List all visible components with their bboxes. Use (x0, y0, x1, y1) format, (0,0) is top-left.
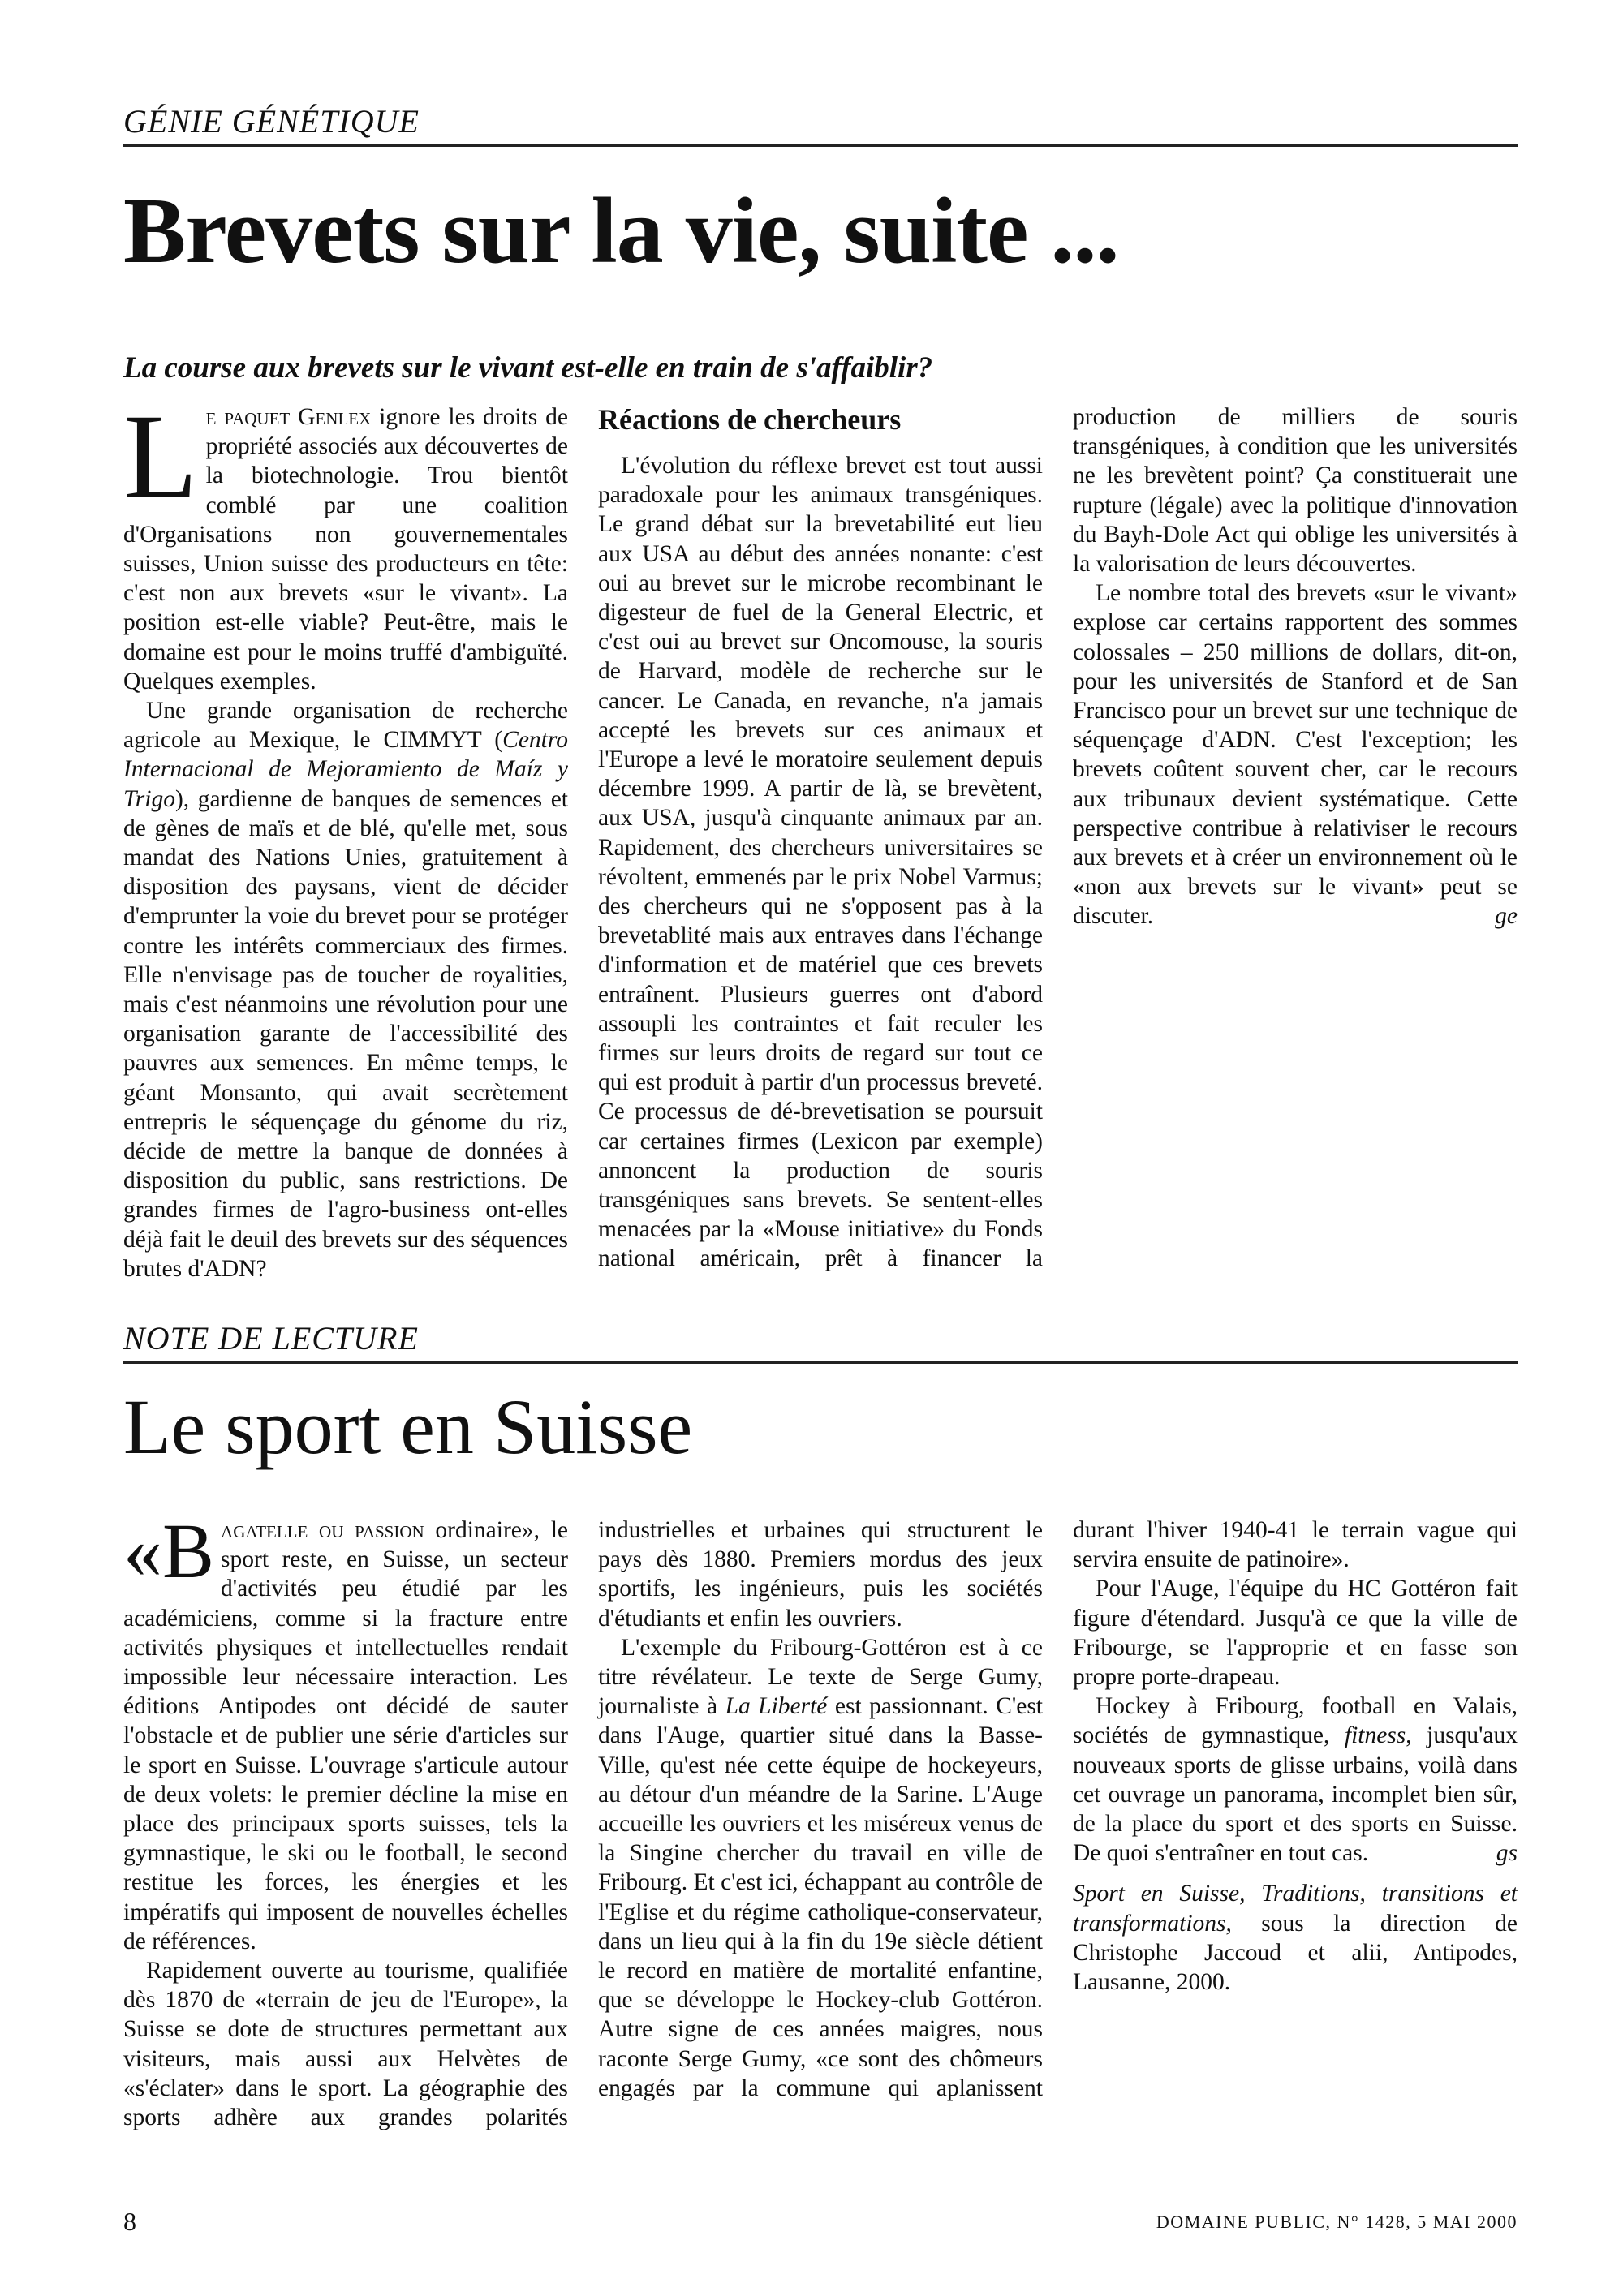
section-label-genie-genetique: GÉNIE GÉNÉTIQUE (123, 104, 1518, 147)
paragraph-text: , jusqu'aux nouveaux sports de glisse urbains, voilà dans cet ouvrage un panorama, incomplet bien sûr, de la place du sport et des sports en Suisse. De quoi s'entraîner en tout cas. (1073, 1722, 1518, 1867)
paragraph-text: L'exemple du Fribourg-Gottéron est à ce titre révélateur. Le texte de Serge Gumy, journaliste à (598, 1634, 1043, 1720)
paragraph-text: Une grande organisation de recherche agricole au Mexique, le CIMMYT ( (123, 698, 568, 754)
author-signature: gs (1496, 1840, 1518, 1867)
paragraph-text: ordinaire», le sport reste, en Suisse, un secteur d'activités peu étudié par les académiciens, comme si la fracture entre activités physiques et intellectuelles rendait impossible leur nécessaire interaction. Les éditions Antipodes ont décidé de sauter l'obstacle et de publier une série d'articles sur le sport en Suisse. L'ouvrage s'articule autour de deux volets: le premier décline la mise en place des principaux sports suisses, tels la gymnastique, le ski ou le football, le second restitue les forces, les énergies et les impératifs qui imposent de nouvelles échelles de références. (123, 1517, 568, 1954)
book-title: Sport en Suisse, Traditions, transitions et transformations, (1073, 1881, 1518, 1937)
subheading-reactions: Réactions de chercheurs (598, 403, 902, 436)
book-details: sous la direction de Christophe Jaccoud et alii, Antipodes, Lausanne, 2000. (1073, 1910, 1518, 1996)
article1-paragraph-1 (123, 389, 568, 696)
article2-text (123, 1507, 1518, 2156)
lead-in: e paquet Genlex (205, 404, 372, 430)
article1-paragraph-4 (1073, 578, 1518, 931)
italic-word: fitness (1344, 1722, 1406, 1749)
article2-paragraph-4: Pour l'Auge, l'équipe du HC Gottéron fait figure d'étendard. Jusqu'à ce que la ville de Fribourge, se l'approprie et en fasse son propre porte-drapeau. (1073, 1576, 1518, 1691)
paragraph-text: Hockey à Fribourg, football en Valais, sociétés de gymnastique, (1073, 1693, 1518, 1749)
publication-info: DOMAINE PUBLIC, N° 1428, 5 MAI 2000 (1156, 2212, 1518, 2232)
italic-newspaper-name: La Liberté (725, 1693, 828, 1720)
paragraph-text: est passionnant. C'est dans l'Auge, quartier situé dans la Basse-Ville, qu'est née cette équipe de hockeyeurs, au détour d'un méandre de la Sarine. L'Auge accueille les ouvriers et les miséreux venus de la Singine chercher du travail en ville de Fribourg. Et c'est ici, échappant au contrôle de l'Eglise et du régime catholique-conservateur, dans un lieu qui à la fin du 19e siècle détient le record en matière de mortalité enfantine, que se développe le Hockey-club Gottéron. Autre signe de ces années maigres, nous raconte Serge Gumy, «ce sont des chômeurs engagés par la commune qui aplanissent durant l'hiver 1940-41 le terrain vague qui servira ensuite de patinoire». (598, 1517, 1518, 2101)
section-label-note-de-lecture: NOTE DE LECTURE (123, 1321, 1518, 1364)
paragraph-text: Le nombre total des brevets «sur le vivant» explose car certains rapportent des sommes colossales – 250 millions de dollars, dit-on, pour les universités de Stanford et de San Francisco pour un brevet sur une technique de séquençage d'ADN. C'est l'exception; les brevets coûtent souvent cher, car le recours aux tribunaux devient systématique. Cette perspective contribue à relativiser le recours aux brevets et à créer un environnement où le «non aux brevets sur le vivant» peut se discuter. (1073, 580, 1518, 930)
article2-paragraph-5 (1073, 1692, 1518, 1868)
drop-cap-b: «B (123, 1507, 215, 1594)
paragraph-text: ), gardienne de banques de semences et de gènes de maïs et de blé, qu'elle met, sous mandat des Nations Unies, gratuitement à disposition des paysans, vient de décider d'emprunter la voie du brevet pour se protéger contre les intérêts commerciaux des firmes. Elle n'envisage pas de toucher de royalities, mais c'est néanmoins une révolution pour une organisation garante de l'accessibilité des pauvres aux semences. En même temps, le géant Monsanto, qui avait secrètement entrepris le séquençage du génome du riz, décide de mettre la banque de données à disposition du public, sans restrictions. De grandes firmes de l'agro-business ont-elles déjà fait le deuil des brevets sur des séquences brutes d'ADN? (123, 785, 568, 1282)
article-title-sport: Le sport en Suisse (123, 1383, 693, 1470)
article2-paragraph-2: Rapidement ouverte au tourisme, qualifiée dès 1870 de «terrain de jeu de l'Europe», la Suisse se dote de structures permettant aux visiteurs, mais aussi aux Helvètes de «s'éclater» dans le sport. La géographie des sports adhère aux grandes polarités industrielles et urbaines qui structurent le pays dès 1880. Premiers mordus des jeux sportifs, les ingénieurs, puis les sociétés d'étudiants et enfin les ouvriers. (123, 1517, 1043, 2131)
article-deck: La course aux brevets sur le vivant est-elle en train de s'affaiblir? (123, 351, 933, 385)
article1-paragraph-3: L'évolution du réflexe brevet est tout aussi paradoxale pour les animaux transgéniques. Le grand débat sur la brevetabilité eut lieu aux USA au début des années nonante: c'est oui au brevet sur le microbe recombinant le digesteur de fuel de la General Electric, et c'est oui au brevet sur Oncomouse, la souris de Harvard, modèle de recherche sur le cancer. Le Canada, en revanche, n'a jamais accepté les brevets sur ces animaux et l'Europe a levé le moratoire seulement depuis décembre 1999. A partir de là, se brevètent, aux USA, jusqu'à cinquante animaux par an. Rapidement, des chercheurs universitaires se révoltent, emmenés par le prix Nobel Varmus; des chercheurs qui ne s'opposent pas à la brevetablité mais aux entraves dans l'échange d'information et de matériel que ces brevets entraînent. Plusieurs guerres ont d'abord assoupli les contraintes et fait reculer les firmes sur leurs droits de regard sur tout ce qui est produit à partir d'un processus breveté. Ce processus de dé-brevetisation se poursuit car certaines firmes (Lexicon par exemple) annoncent la production de souris transgéniques sans brevets. Se sentent-elles menacées par la «Mouse initiative» du Fonds national américain, prêt à financer la production de milliers de souris transgéniques, à condition que les universités ne les brevètent point? Ça constituerait une rupture (légale) avec la politique d'innovation du Bayh-Dole Act qui oblige les universités à la valorisation de leurs découvertes. (598, 404, 1518, 1272)
page-number: 8 (123, 2207, 136, 2236)
article1-paragraph-2 (123, 696, 568, 1283)
lead-in: agatelle ou passion (221, 1517, 424, 1543)
article-title-brevets: Brevets sur la vie, suite ... (123, 179, 1119, 283)
paragraph-text: ignore les droits de propriété associés aux découvertes de la biotechnologie. Trou bientôt comblé par une coalition d'Organisations non gouvernementales suisses, Union suisse des producteurs en tête: c'est non aux brevets «sur le vivant». La position est-elle viable? Peut-être, mais le domaine est pour le moins truffé d'ambiguïté. Quelques exemples. (123, 404, 568, 694)
book-reference (1073, 1879, 1518, 1997)
article1-text (123, 389, 1518, 1295)
drop-cap-l: L (123, 389, 198, 524)
author-signature: ge (1495, 903, 1518, 930)
italic-organization-name: Centro Internacional de Mejoramiento de Maíz y Trigo (123, 727, 568, 812)
article2-paragraph-1 (123, 1507, 568, 1956)
